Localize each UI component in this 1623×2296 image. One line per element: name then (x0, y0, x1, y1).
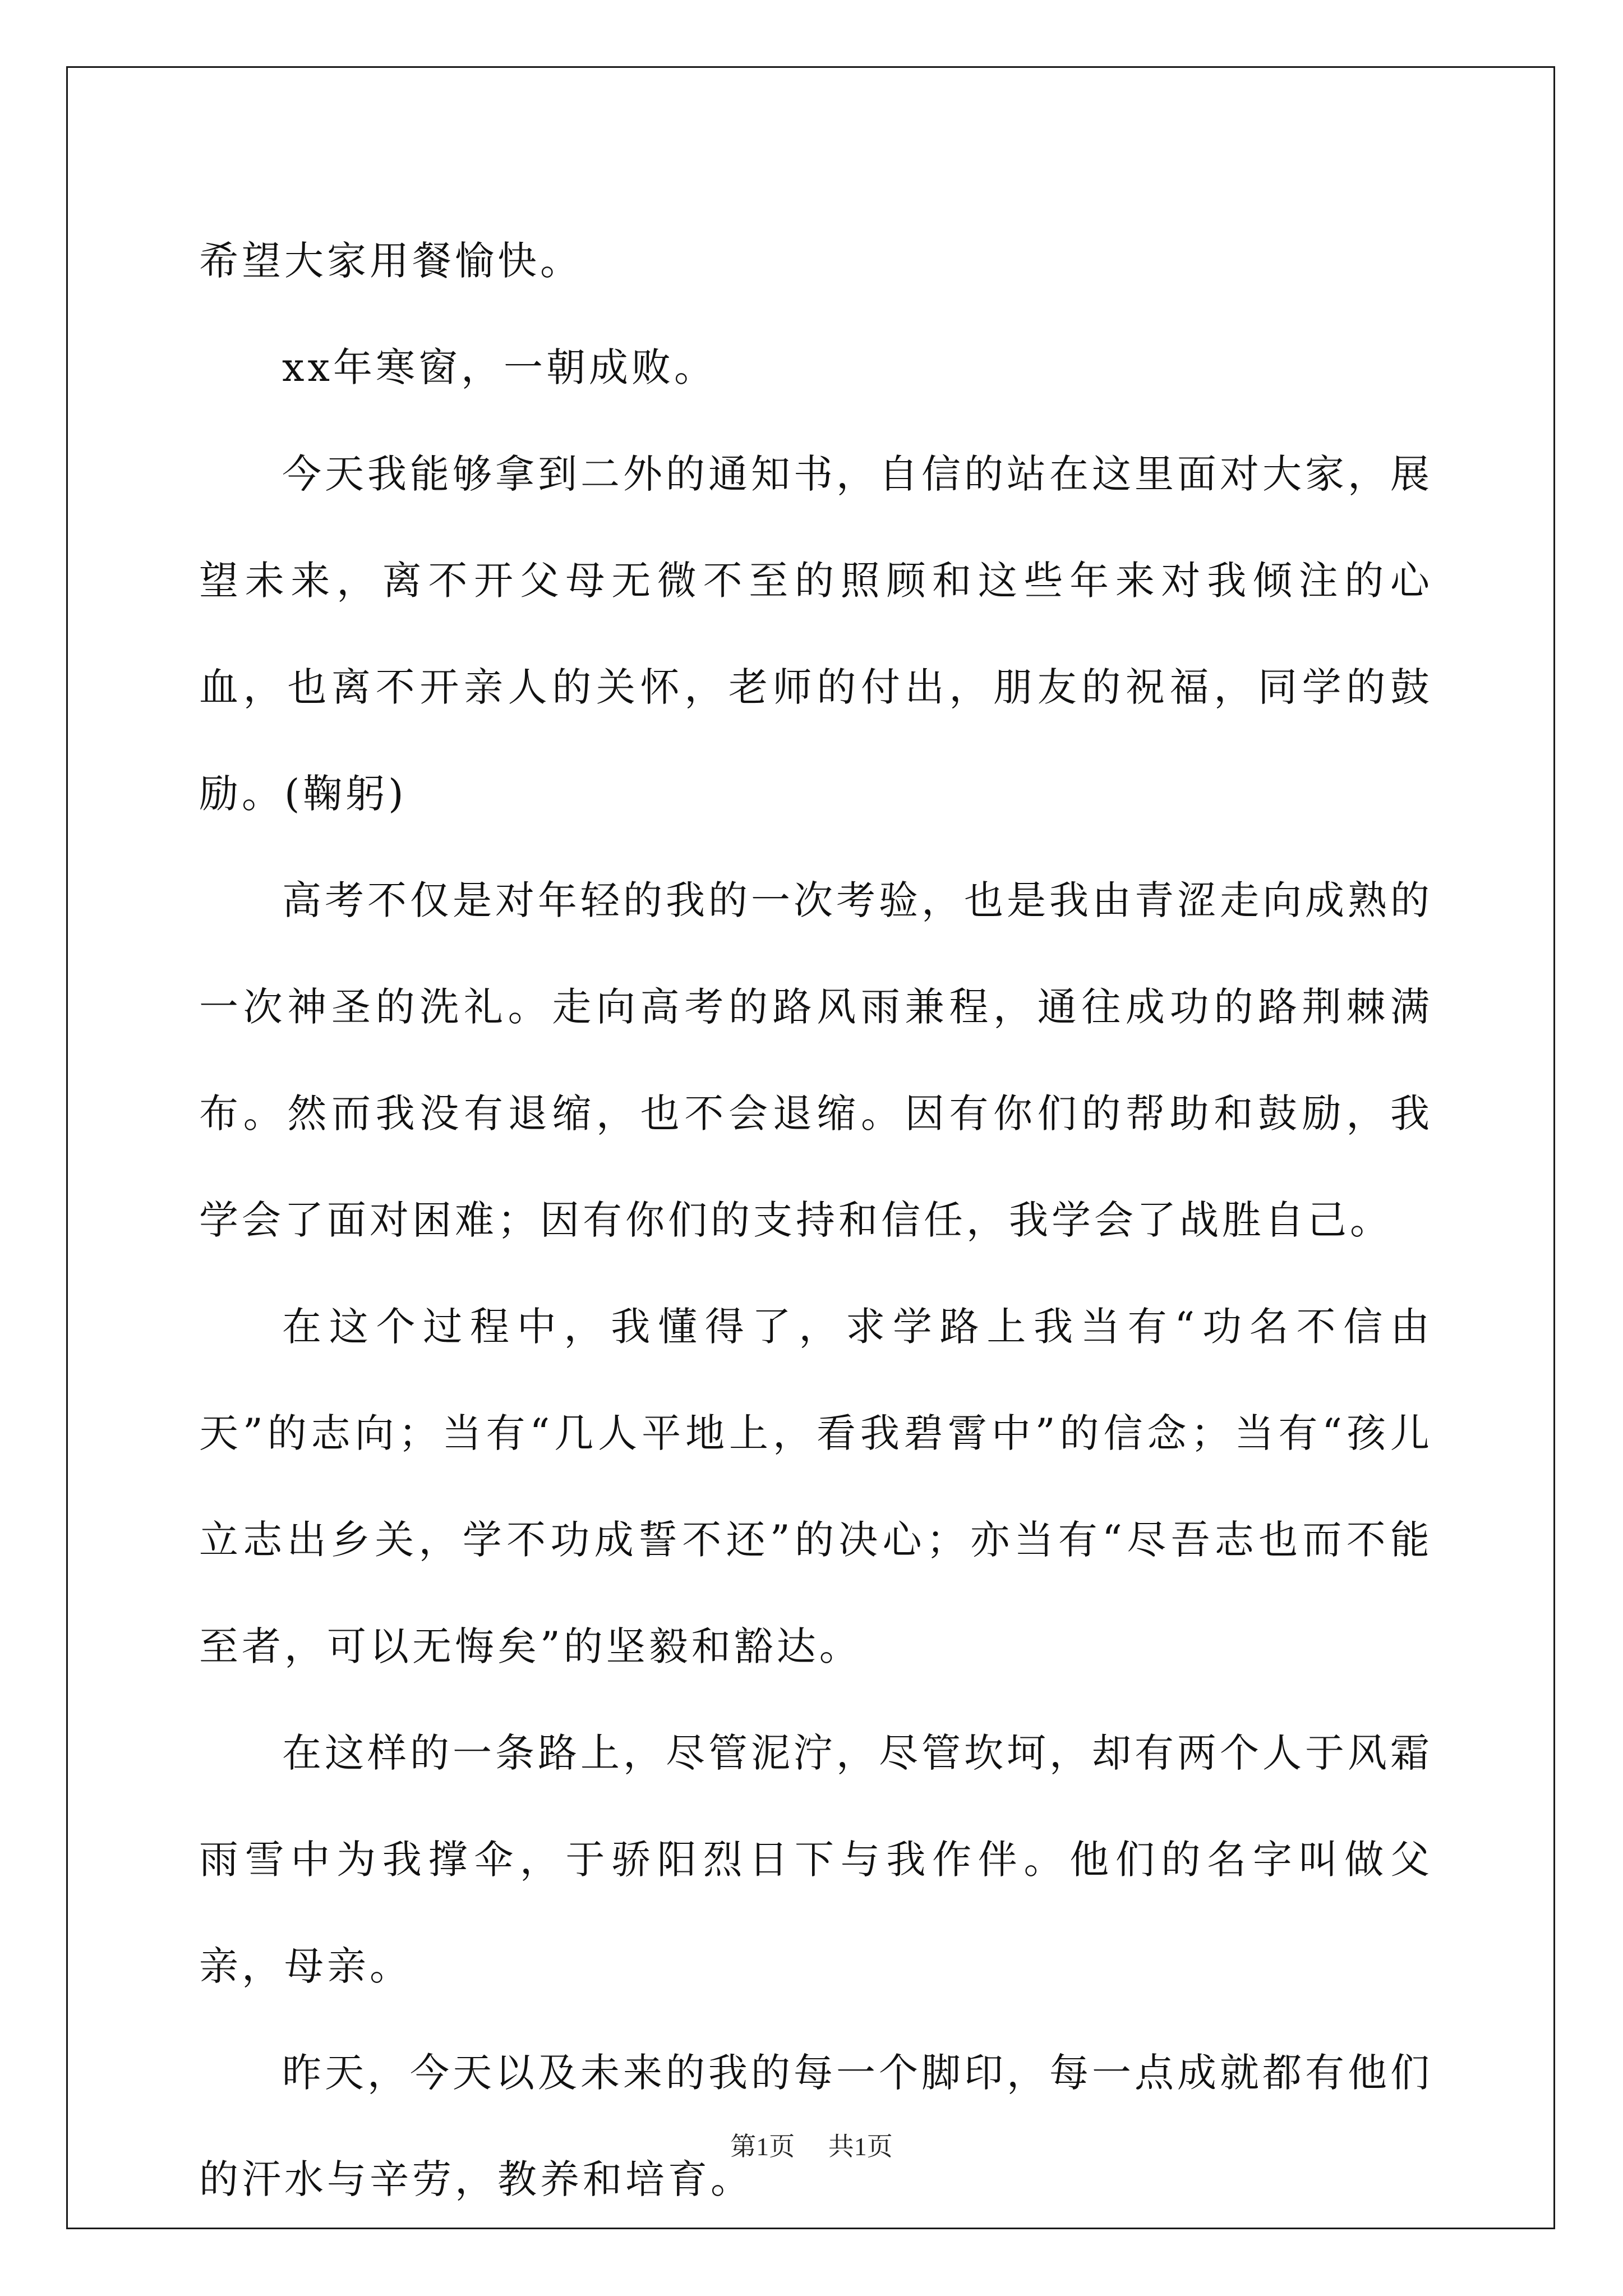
page-total: 共1页 (828, 2132, 893, 2161)
paragraph-1: 希望大家用餐愉快。 (199, 238, 583, 284)
paragraph-7: 昨天，今天以及未来的我的每一个脚印，每一点成就都有他们的汗水与辛劳，教养和培育。 (199, 2050, 1433, 2202)
document-body (199, 208, 1433, 2233)
paragraph-3: 今天我能够拿到二外的通知书，自信的站在这里面对大家，展望未来，离不开父母无微不至的照顾和这些年来对我倾注的心血，也离不开亲人的关怀，老师的付出，朋友的祝福，同学的鼓励。(鞠躬) (199, 451, 1433, 817)
paragraph-6: 在这样的一条路上，尽管泥泞，尽管坎坷，却有两个人于风霜雨雪中为我撑伞，于骄阳烈日下与我作伴。他们的名字叫做父亲，母亲。 (199, 1730, 1433, 1989)
page-footer (0, 2126, 1623, 2163)
page-number: 第1页 (730, 2132, 795, 2161)
paragraph-5: 在这个过程中，我懂得了，求学路上我当有“功名不信由天”的志向；当有“几人平地上，看我碧霄中”的信念；当有“孩儿立志出乡关，学不功成誓不还”的决心；亦当有“尽吾志也而不能至者，可以无悔矣”的坚毅和豁达。 (199, 1304, 1433, 1669)
paragraph-4: 高考不仅是对年轻的我的一次考验，也是我由青涩走向成熟的一次神圣的洗礼。走向高考的路风雨兼程，通往成功的路荆棘满布。然而我没有退缩，也不会退缩。因有你们的帮助和鼓励，我学会了面对困难；因有你们的支持和信任，我学会了战胜自己。 (199, 877, 1433, 1243)
paragraph-2: xx年寒窗，一朝成败。 (282, 344, 717, 390)
